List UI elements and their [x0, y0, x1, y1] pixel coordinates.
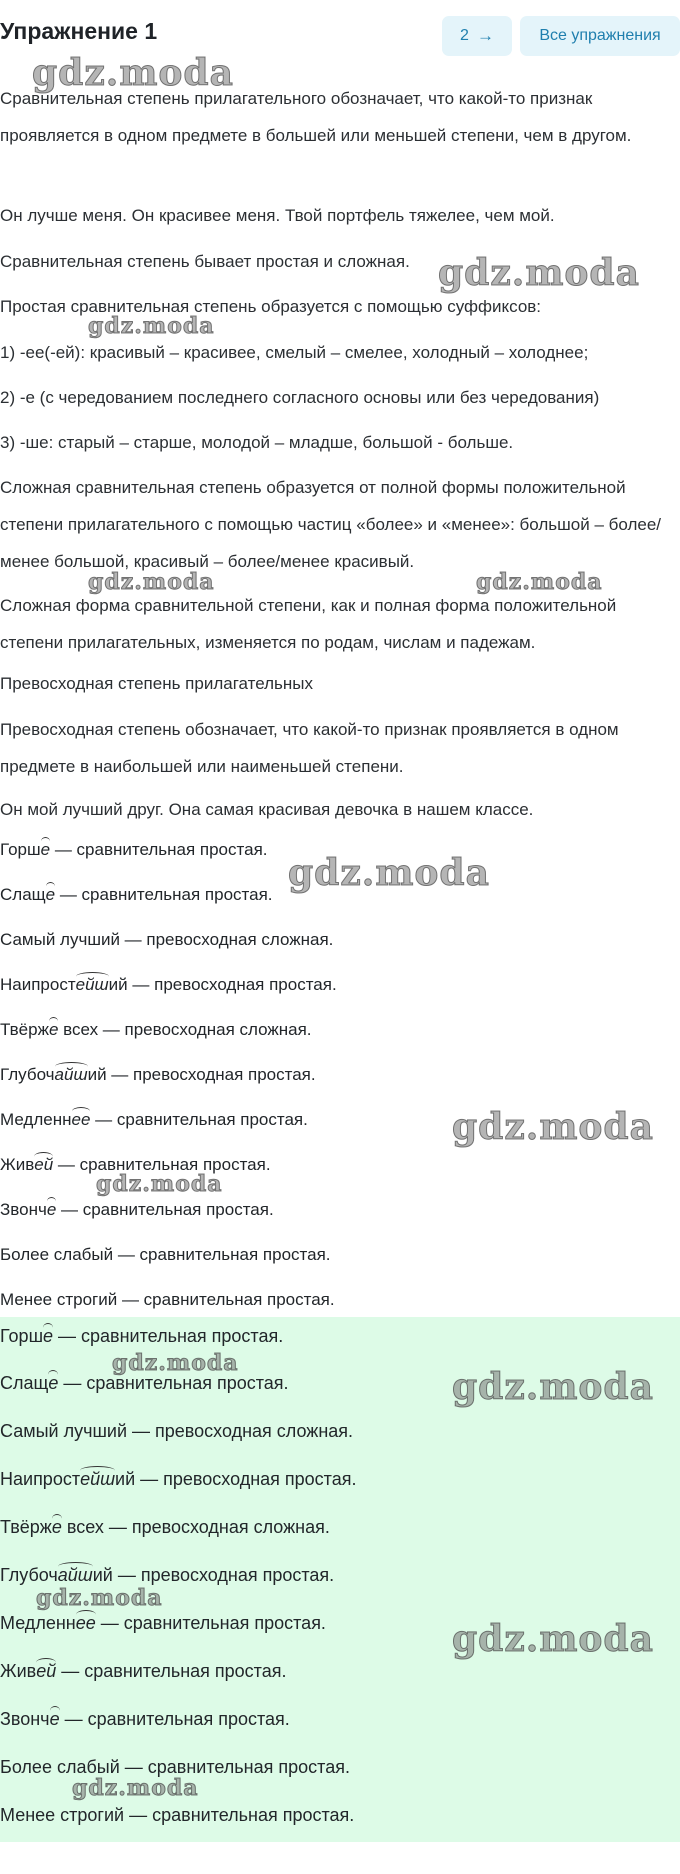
answer-item: Твёрже всех — превосходная сложная. [0, 1517, 330, 1537]
next-exercise-number: 2 [460, 27, 469, 44]
answer-item: Живей — сравнительная простая. [0, 1661, 287, 1681]
answer-item: Наипростейший — превосходная простая. [0, 1469, 357, 1489]
theory-paragraph: Он лучше меня. Он красивее меня. Твой портфель тяжелее, чем мой. [0, 206, 555, 225]
page-title: Упражнение 1 [0, 18, 158, 44]
theory-paragraph: Превосходная степень обозначает, что какой-то признак проявляется в одном предмете в наибольшей или наименьшей степени. [0, 720, 619, 776]
analysis-item: Наипростейший — превосходная простая. [0, 975, 337, 994]
watermark: gdz.moda [32, 52, 234, 94]
theory-paragraph: Он мой лучший друг. Она самая красивая девочка в нашем классе. [0, 800, 534, 819]
answer-item: Звонче — сравнительная простая. [0, 1709, 290, 1729]
watermark: gdz.moda [476, 569, 603, 595]
answer-item: Слаще — сравнительная простая. [0, 1373, 289, 1393]
answer-item: Медленнее — сравнительная простая. [0, 1613, 326, 1633]
watermark: gdz.moda [36, 1585, 163, 1611]
theory-paragraph: Превосходная степень прилагательных [0, 674, 313, 693]
analysis-item: Звонче — сравнительная простая. [0, 1200, 274, 1219]
answer-item: Горше — сравнительная простая. [0, 1326, 284, 1346]
watermark: gdz.moda [452, 1366, 654, 1408]
analysis-item: Глубочайший — превосходная простая. [0, 1065, 316, 1084]
analysis-item: Живей — сравнительная простая. [0, 1155, 271, 1174]
next-exercise-button[interactable] [442, 16, 512, 56]
theory-paragraph: Сравнительная степень бывает простая и сложная. [0, 252, 410, 271]
theory-paragraph: Простая сравнительная степень образуется с помощью суффиксов: [0, 297, 542, 316]
analysis-item: Более слабый — сравнительная простая. [0, 1245, 331, 1264]
analysis-item: Медленнее — сравнительная простая. [0, 1110, 308, 1129]
answer-block [0, 1317, 680, 1842]
watermark: gdz.moda [96, 1171, 223, 1197]
analysis-item: Самый лучший — превосходная сложная. [0, 930, 334, 949]
analysis-item: Слаще — сравнительная простая. [0, 885, 273, 904]
watermark: gdz.moda [452, 1618, 654, 1660]
page-header [0, 0, 680, 70]
answer-item: Более слабый — сравнительная простая. [0, 1757, 350, 1777]
watermark: gdz.moda [88, 569, 215, 595]
theory-paragraph: 1) -ее(-ей): красивый – красивее, смелый – смелее, холодный – холоднее; [0, 343, 589, 362]
watermark: gdz.moda [438, 252, 640, 294]
answer-item: Глубочайший — превосходная простая. [0, 1565, 335, 1585]
theory-paragraph: 3) -ше: старый – старше, молодой – младше, большой - больше. [0, 433, 514, 452]
analysis-item: Горше — сравнительная простая. [0, 840, 268, 859]
watermark: gdz.moda [88, 313, 215, 339]
arrow-right-icon: → [476, 26, 494, 45]
watermark: gdz.moda [452, 1106, 654, 1148]
theory-paragraph: 2) -е (с чередованием последнего согласного основы или без чередования) [0, 388, 600, 407]
analysis-item: Твёрже всех — превосходная сложная. [0, 1020, 312, 1039]
answer-item: Менее строгий — сравнительная простая. [0, 1805, 355, 1825]
watermark: gdz.moda [288, 852, 490, 894]
theory-paragraph: Сложная форма сравнительной степени, как и полная форма положительной степени прилагательных, изменяется по родам, числам и падежам. [0, 596, 617, 652]
watermark: gdz.moda [72, 1775, 199, 1801]
watermark: gdz.moda [112, 1350, 239, 1376]
answer-item: Самый лучший — превосходная сложная. [0, 1421, 354, 1441]
analysis-item: Менее строгий — сравнительная простая. [0, 1290, 335, 1309]
theory-paragraph: Сложная сравнительная степень образуется от полной формы положительной степени прилагательного с помощью частиц «более» и «менее»: большой – более/менее большой, красивый – более/менее красивый. [0, 478, 662, 571]
all-exercises-button[interactable]: Все упражнения [520, 16, 680, 56]
theory-paragraph: Сравнительная степень прилагательного обозначает, что какой-то признак проявляется в одном предмете в большей или меньшей степени, чем в другом. [0, 89, 632, 145]
